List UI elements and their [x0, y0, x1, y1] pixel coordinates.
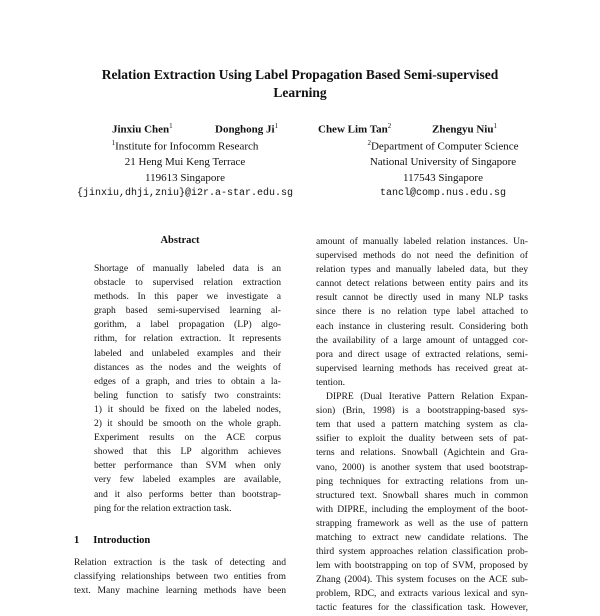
author-name: Jinxiu Chen$^1$: [112, 122, 173, 136]
title-line-1: Relation Extraction Using Label Propagation Based Semi-supervised: [101, 67, 499, 82]
author-email: {jinxiu,dhji,zniu}@i2r.a-star.edu.sg: [76, 188, 294, 200]
author-name: Zhengyu Niu$^1$: [432, 122, 497, 136]
author-email: tancl@comp.nus.edu.sg: [379, 188, 507, 200]
affiliation-left: $^1$Institute for Infocomm Research 21 Heng Mui Keng Terrace 119613 Singapore {jinxiu,dhji,zniu}@i2r.a-star.edu.sg: [60, 136, 310, 202]
title-line-2: Learning: [273, 85, 327, 100]
abstract-body: Shortage of manually labeled data is an obstacle to supervised relation extraction methods. In this paper we investigate a graph based semi-supervised learning al- gorithm, a label propagation (LP) algo- rithm, for relation extraction. It represents labeled and unlabeled examples and their distances as the nodes and the weights of edges of a graph, and tries to obtain a la- beling function to satisfy two constraints: 1) it should be fixed on the labeled nodes, 2) it should be smooth on the whole graph. Experiment results on the ACE corpus showed that this LP algorithm achieves better performance than SVM when only very few labeled examples are available, and it also performs better than bootstrap- ping for the relation extraction task.: [94, 263, 281, 514]
author-name: Donghong Ji$^1$: [215, 122, 279, 136]
section-heading-introduction: 1 Introduction: [74, 535, 151, 546]
introduction-body: Relation extraction is the task of detecting and classifying relationships between two entities from text. Many machine learning methods have been: [74, 557, 286, 597]
abstract-heading: Abstract: [160, 235, 200, 246]
right-column-body: amount of manually labeled relation instances. Un- supervised methods do not need the definition of relation types and manually labeled data, but they cannot detect relations between entity pairs and its result cannot be directly used in many NLP tasks since there is no relation type label attached to each instance in clustering result. Considering both the availability of a large amount of untagged cor- pora and direct usage of extracted relations, semi- supervised learning methods has received great at- tention. DIPRE (Dual Iterative Pattern Relation Expan- sion) (Brin, 1998) is a bootstrapping-based sys- tem that used a pattern matching system as cla- ssifier to exploit the duality between sets of pat- terns and relations. Snowball (Agichtein and Gra- vano, 2000) is another system that used bootstrap- ping techniques for extracting relations from un- structured text. Snowball shares much in common with DIPRE, including the employment of the boot- strapping framework as well as the use of pattern matching to extract new candidate relations. The third system approaches relation classification prob- lem with bootstrapping on top of SVM, proposed by Zhang (2004). This system focuses on the ACE sub- problem, RDC, and extracts various lexical and syn- tactic features for the classification task. However,: [316, 236, 528, 614]
paper-title: [70, 66, 530, 102]
affiliation-right: $^2$Department of Computer Science National University of Singapore 117543 Singapore tancl@comp.nus.edu.sg: [318, 136, 568, 202]
author-name: Chew Lim Tan$^2$: [318, 122, 392, 136]
